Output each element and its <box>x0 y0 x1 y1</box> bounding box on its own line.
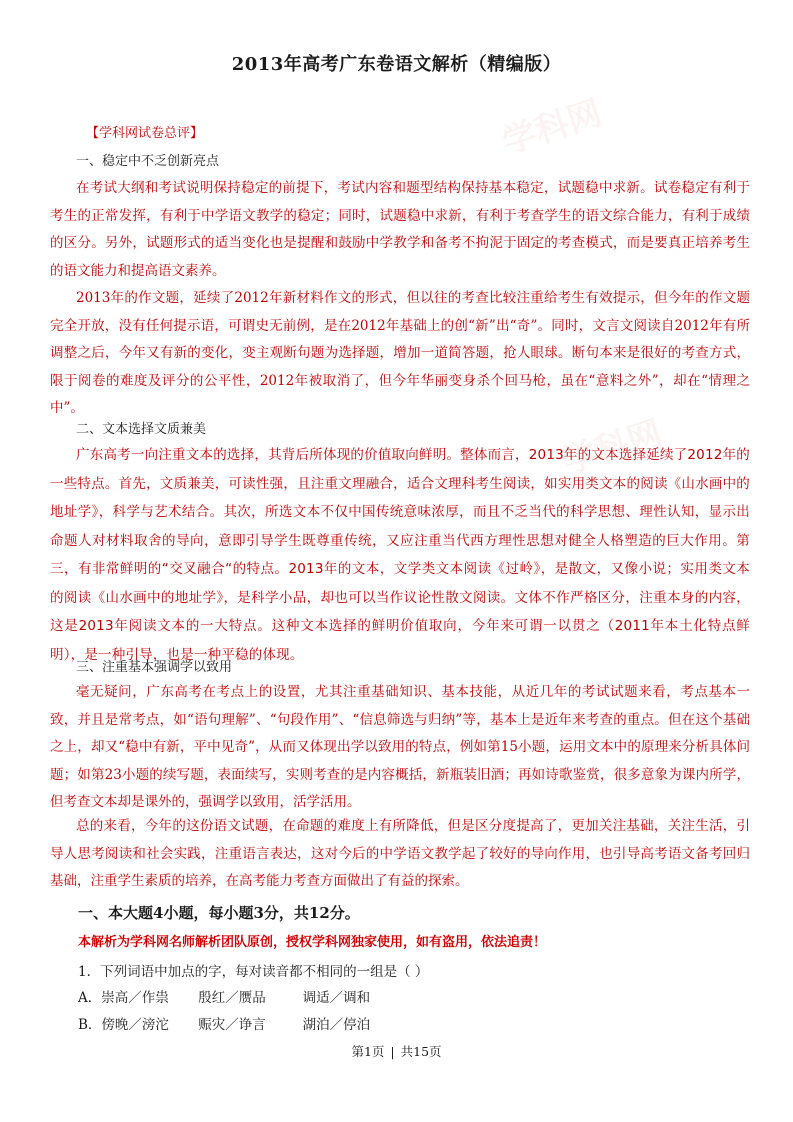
paragraph-text: 总的来看，今年的这份语文试题，在命题的难度上有所降低，但是区分度提高了，更加关注基础，关注生活，引导人思考阅读和社会实践，注重语言表达，这对今后的中学语文教学起了较好的导向作用，也引导高考语文备考回归基础，注重学生素质的培养，在高考能力考查方面做出了有益的探索。 <box>50 818 750 889</box>
paragraph-text: 2013年的作文题，延续了2012年新材料作文的形式，但以往的考查比较注重给考生有效提示，但今年的作文题完全开放，没有任何提示语，可谓史无前例，是在2012年基础上的创“新”出“奇”。同时，文言文阅读自2012年有所调整之后，今年又有新的变化，变主观断句题为选择题，增加一道简答题，抢人眼球。断句本来是很好的考查方式，限于阅卷的难度及评分的公平性，2012年被取消了，但今年华丽变身杀个回马枪，虽在“意料之外”，却在“情理之中”。 <box>50 290 750 416</box>
watermark-logo: 学科网 <box>557 413 667 483</box>
paragraph-text: 在考试大纲和考试说明保持稳定的前提下，考试内容和题型结构保持基本稳定，试题稳中求新。试卷稳定有利于考生的正常发挥，有利于中学语文教学的稳定；同时，试题稳中求新，有利于考查学生的语文综合能力，有利于成绩的区分。另外，试题形式的适当变化也是提醒和鼓励中学教学和备考不拘泥于固定的考查模式，而是要真正培养考生的语文能力和提高语文素养。 <box>50 180 750 279</box>
paragraph-text: 毫无疑问，广东高考在考点上的设置，尤其注重基础知识、基本技能，从近几年的考试试题来看，考点基本一致，并且是常考点，如“语句理解”、“句段作用”、“信息筛选与归纳”等，基本上是近年来考查的重点。但在这个基础之上，却又“稳中有新，平中见奇”，从而又体现出学以致用的特点，例如第15小题，运用文本中的原理来分析具体问题；如第23小题的续写题，表面续写，实则考查的是内容概括，新瓶装旧酒；再如诗歌鉴赏，很多意象为课内所学，但考查文本却是课外的，强调学以致用，活学活用。 <box>50 684 750 810</box>
option-b-pair-3: 湖泊／停泊 <box>302 1017 371 1033</box>
question-section-title: 一、本大题4小题，每小题3分，共12分。 <box>78 904 360 922</box>
heading-2: 二、文本选择文质兼美 <box>76 422 207 437</box>
heading-3: 三、注重基本强调学以致用 <box>76 660 233 675</box>
page-footer <box>0 1042 793 1060</box>
question-1-stem: 1．下列词语中加点的字，每对读音都不相同的一组是（ ） <box>78 964 429 980</box>
section-tag: 【学科网试卷总评】 <box>86 126 204 141</box>
option-a-pair-3: 调适／调和 <box>302 990 371 1006</box>
option-a <box>78 986 370 1006</box>
heading-1: 一、稳定中不乏创新亮点 <box>76 154 220 169</box>
page-number: 第1页 <box>351 1044 385 1059</box>
paragraph-4 <box>50 679 750 817</box>
page-title: 2013年高考广东卷语文解析（精编版） <box>231 54 562 75</box>
paragraph-3 <box>50 441 750 669</box>
option-a-pair-2: 殷红／赝品 <box>198 990 266 1006</box>
page-total: 共15页 <box>400 1044 442 1059</box>
footer-separator: | <box>390 1044 395 1059</box>
paragraph-1 <box>50 175 750 285</box>
copyright-notice: 本解析为学科网名师解析团队原创，授权学科网独家使用，如有盗用，依法追责！ <box>78 935 547 950</box>
option-b-pair-1: B．傍晚／滂沱 <box>78 1017 169 1033</box>
option-b-pair-2: 赈灾／诤言 <box>198 1017 266 1033</box>
paragraph-2 <box>50 285 750 423</box>
paragraph-text: 广东高考一向注重文本的选择，其背后所体现的价值取向鲜明。整体而言，2013年的文本选择延续了2012年的一些特点。首先，文质兼美，可读性强，且注重文理融合，适合文理科考生阅读，如实用类文本的阅读《山水画中的地址学》，科学与艺术结合。其次，所选文本不仅中国传统意味浓厚，而且不乏当代的科学思想、理性认知，显示出命题人对材料取舍的导向，意即引导学生既尊重传统，又应注重当代西方理性思想对健全人格塑造的巨大作用。第三，有非常鲜明的“交叉融合“的特点。2013年的文本，文学类文本阅读《过岭》，是散文，又像小说；实用类文本的阅读《山水画中的地址学》，是科学小品，却也可以当作议论性散文阅读。文体不作严格区分，注重本身的内容，这是2013年阅读文本的一大特点。这种文本选择的鲜明价值取向，今年来可谓一以贯之（2011年本土化特点鲜明），是一种引导，也是一种平稳的体现。 <box>50 447 750 663</box>
option-a-pair-1: A．崇高／作祟 <box>78 990 169 1006</box>
watermark-logo: 学科网 <box>497 93 607 163</box>
option-b <box>78 1013 370 1033</box>
paragraph-5 <box>50 813 750 896</box>
